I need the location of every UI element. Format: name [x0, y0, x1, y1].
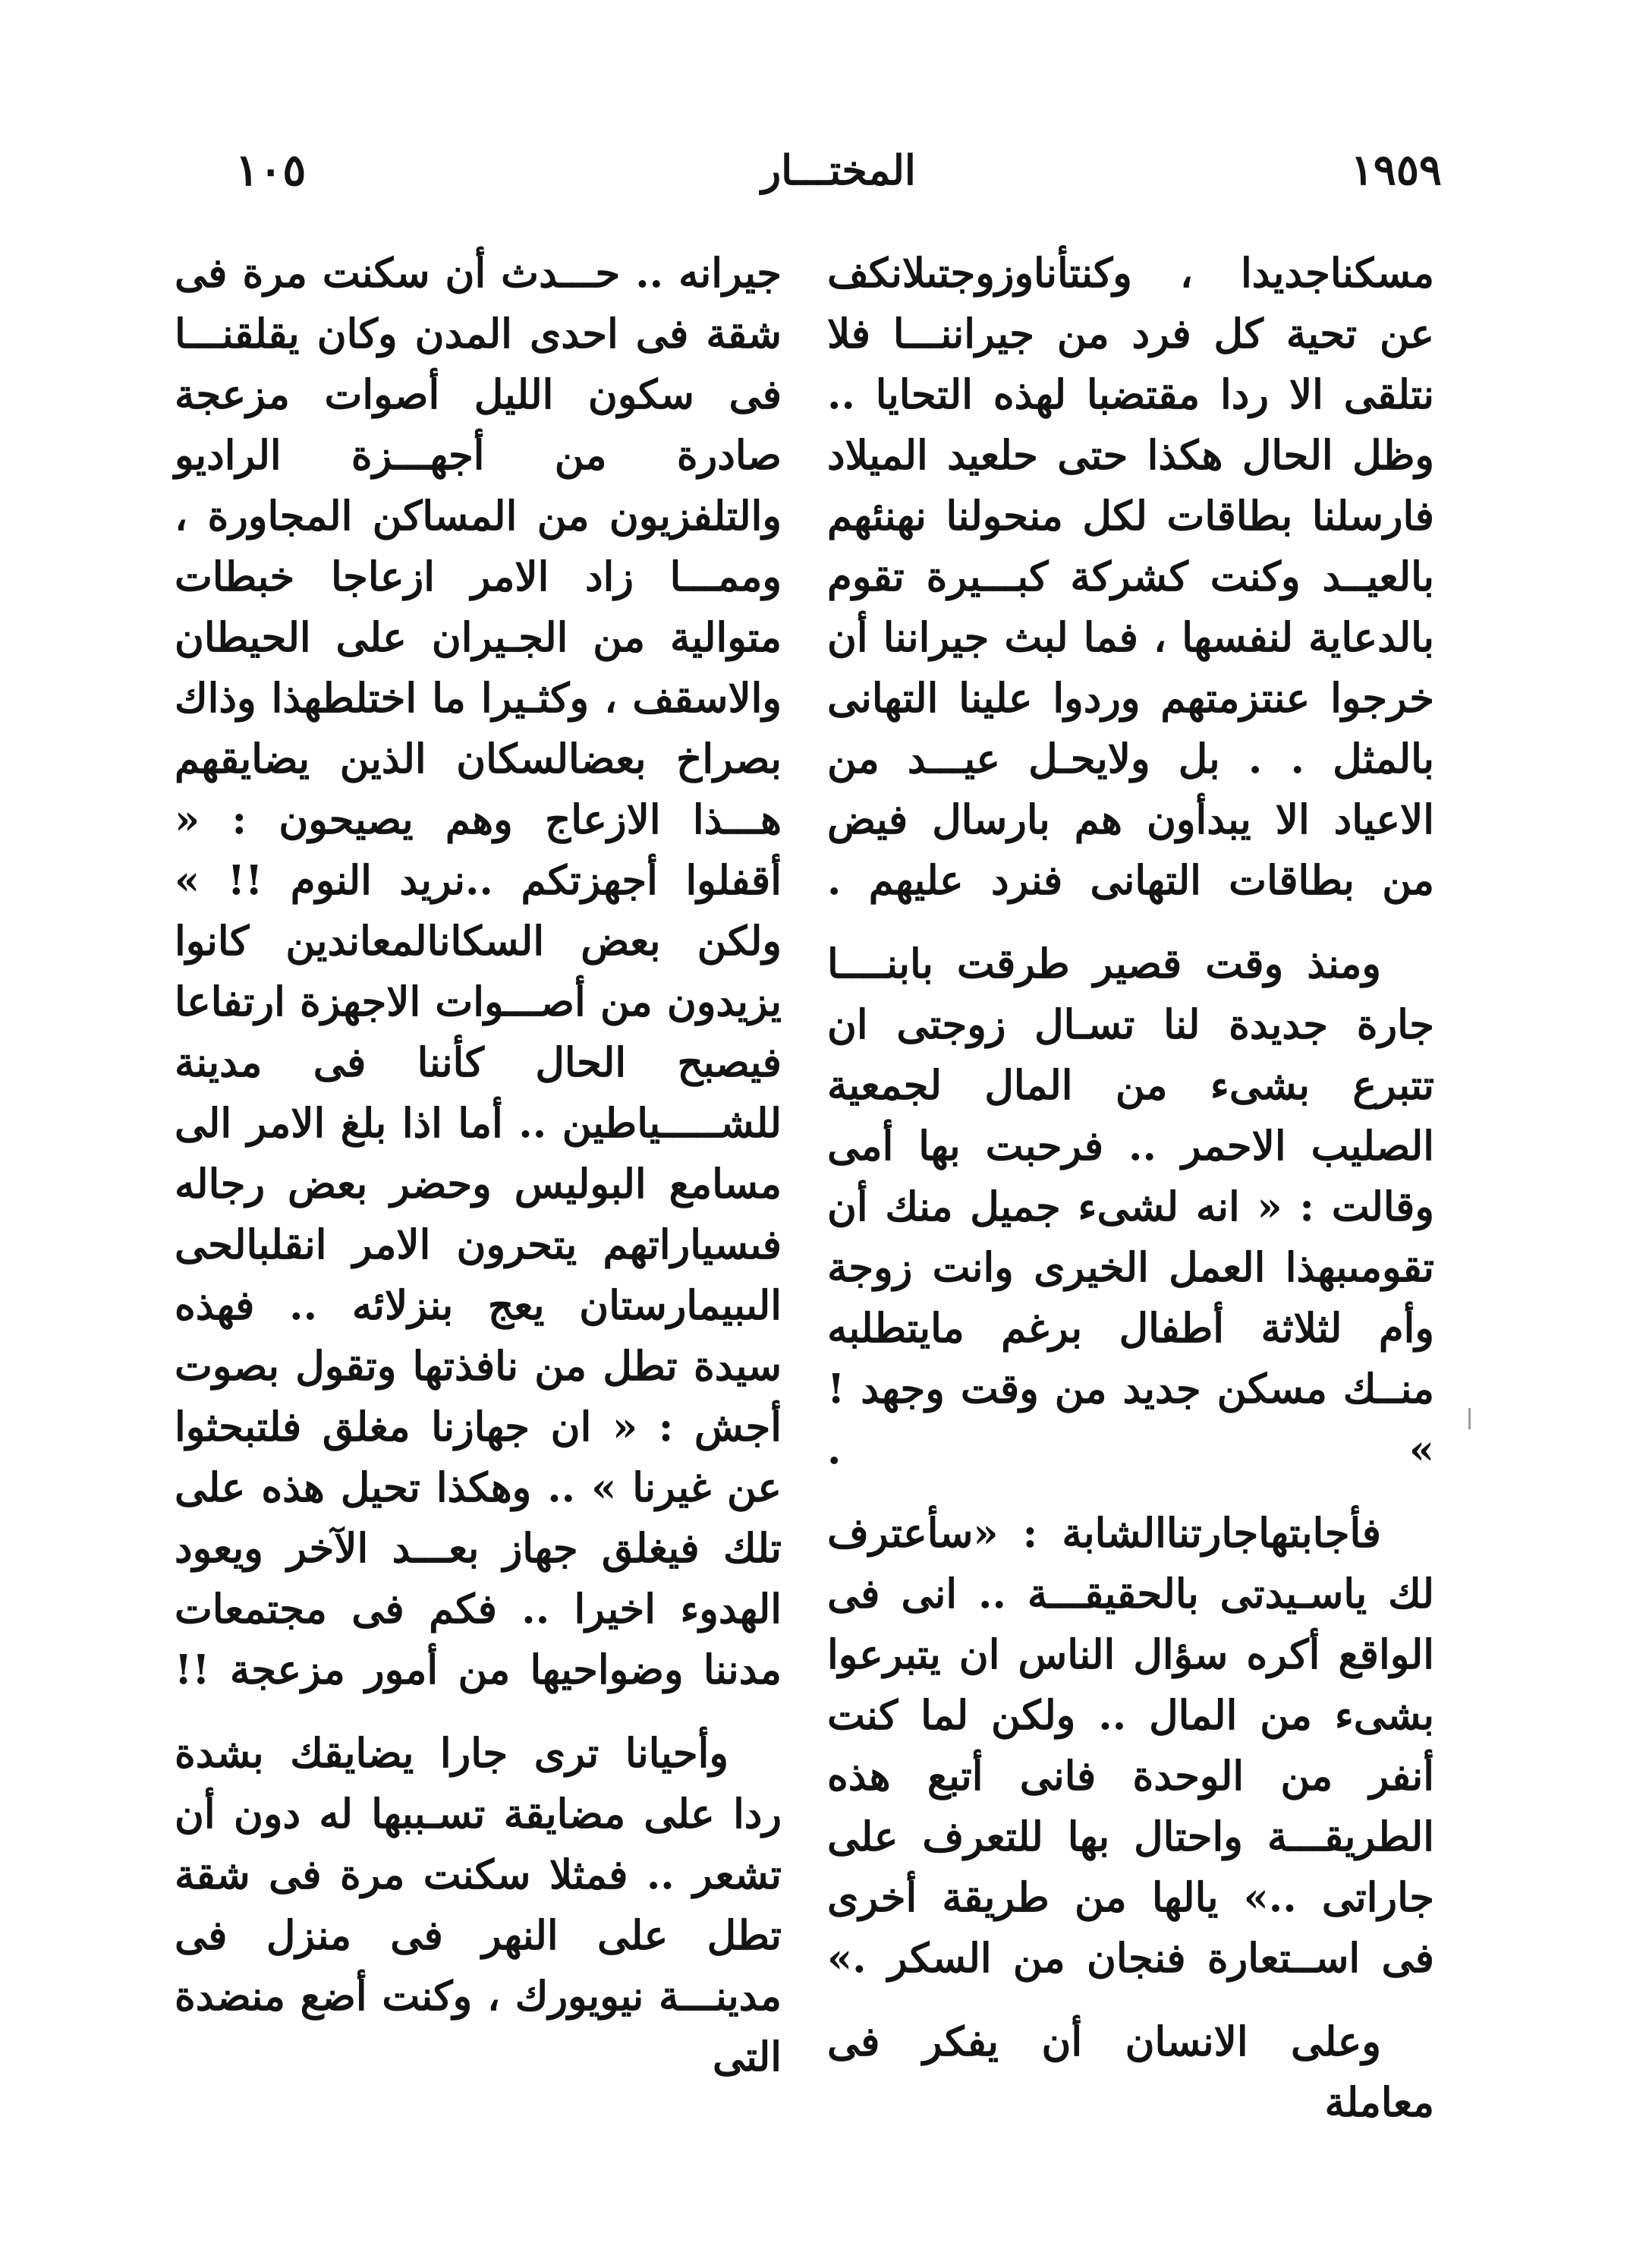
paragraph: وأحيانا ترى جارا يضايقك بشدة ردا على مضايقة تسـببها له دون أن تشعر .. فمثلا سكنت مرة فى شقة تطل على النهر فى منزل فى مدينـــة نيويورك ، وكنت أضع منضدة التى — [175, 1730, 782, 2081]
page-year: ١٩٥٩ — [1350, 145, 1442, 195]
right-column — [827, 243, 1434, 2133]
page-header — [220, 140, 1457, 200]
paragraph: فأجابتهاجارتناالشابة : «سأعترف لك ياسـيدتى بالحقيقـــة .. انى فى الواقع أكره سؤال الناس ان يتبرعوا بشىء من المال .. ولكن لما كنت أنفر من الوحدة فانى أتبع هذه الطريقـــة واحتال بها للتعرف على جاراتى ..» يالها من طريقة أخرى فى اســتعارة فنجان من السكر .» — [827, 1510, 1434, 1982]
paragraph: مسكناجديدا ، وكنتأناوزوجتىلانكف عن تحية كل فرد من جيراننـــا فلا نتلقى الا ردا مقتضبا لهذه التحايا .. وظل الحال هكذا حتى حلعيد الميلاد فارسلنا بطاقات لكل منحولنا نهنئهم بالعيــد وكنت كشركة كبـــيرة تقوم بالدعاية لنفسها ، فما لبث جيراننا أن خرجوا عنتزمتهم وردوا علينا التهانى بالمثل . . بل ولايحـل عيـــد من الاعياد الا يبدأون هم بارسال فيض من بطاقات التهانى فنرد عليهم . — [827, 250, 1434, 904]
paragraph: جيرانه .. حـــدث أن سكنت مرة فى شقة فى احدى المدن وكان يقلقنـــا فى سكون الليل أصوات مزعجة صادرة من أجهـــزة الراديو والتلفزيون من المساكن المجاورة ، وممـــا زاد الامر ازعاجا خبطات متوالية من الجـيران على الحيطان والاسقف ، وكثـيرا ما اختلطهذا وذاك بصراخ بعضالسكان الذين يضايقهم هـــذا الازعاج وهم يصيحون : « أقفلوا أجهزتكم ..نريد النوم !! » ولكن بعض السكانالمعاندين كانوا يزيدون من أصـــوات الاجهزة ارتفاعا فيصبح الحال كأننا فى مدينة للشـــــياطين .. أما اذا بلغ الامر الى مسامع البوليس وحضر بعض رجاله فىسياراتهم يتحرون الامر انقلبالحى الىبيمارستان يعج بنزلائه .. فهذه سيدة تطل من نافذتها وتقول بصوت أجش : « ان جهازنا مغلق فلتبحثوا عن غيرنا » .. وهكذا تحيل هذه على تلك فيغلق جهاز بعـــد الآخر ويعود الهدوء اخيرا .. فكم فى مجتمعات مدننا وضواحيها من أمور مزعجة !! — [175, 250, 782, 1693]
paragraph: وعلى الانسان أن يفكر فى معاملة — [827, 2018, 1434, 2126]
running-title: المختـــار — [761, 146, 916, 194]
margin-mark — [1468, 1408, 1471, 1429]
left-column — [175, 243, 782, 2087]
page-number: ١٠٥ — [235, 144, 307, 196]
paragraph: ومنذ وقت قصير طرقت بابنــــا جارة جديدة لنا تسـال زوجتى ان تتبرع بشىء من المال لجمعية الصليب الاحمر .. فرحبت بها أمى وقالت : « انه لشىء جميل منك أن تقومىبهذا العمل الخيرى وانت زوجة وأم لثلاثة أطفال برغم مايتطلبه منــك مسكن جديد من وقت وجهد ! » . — [827, 940, 1434, 1473]
